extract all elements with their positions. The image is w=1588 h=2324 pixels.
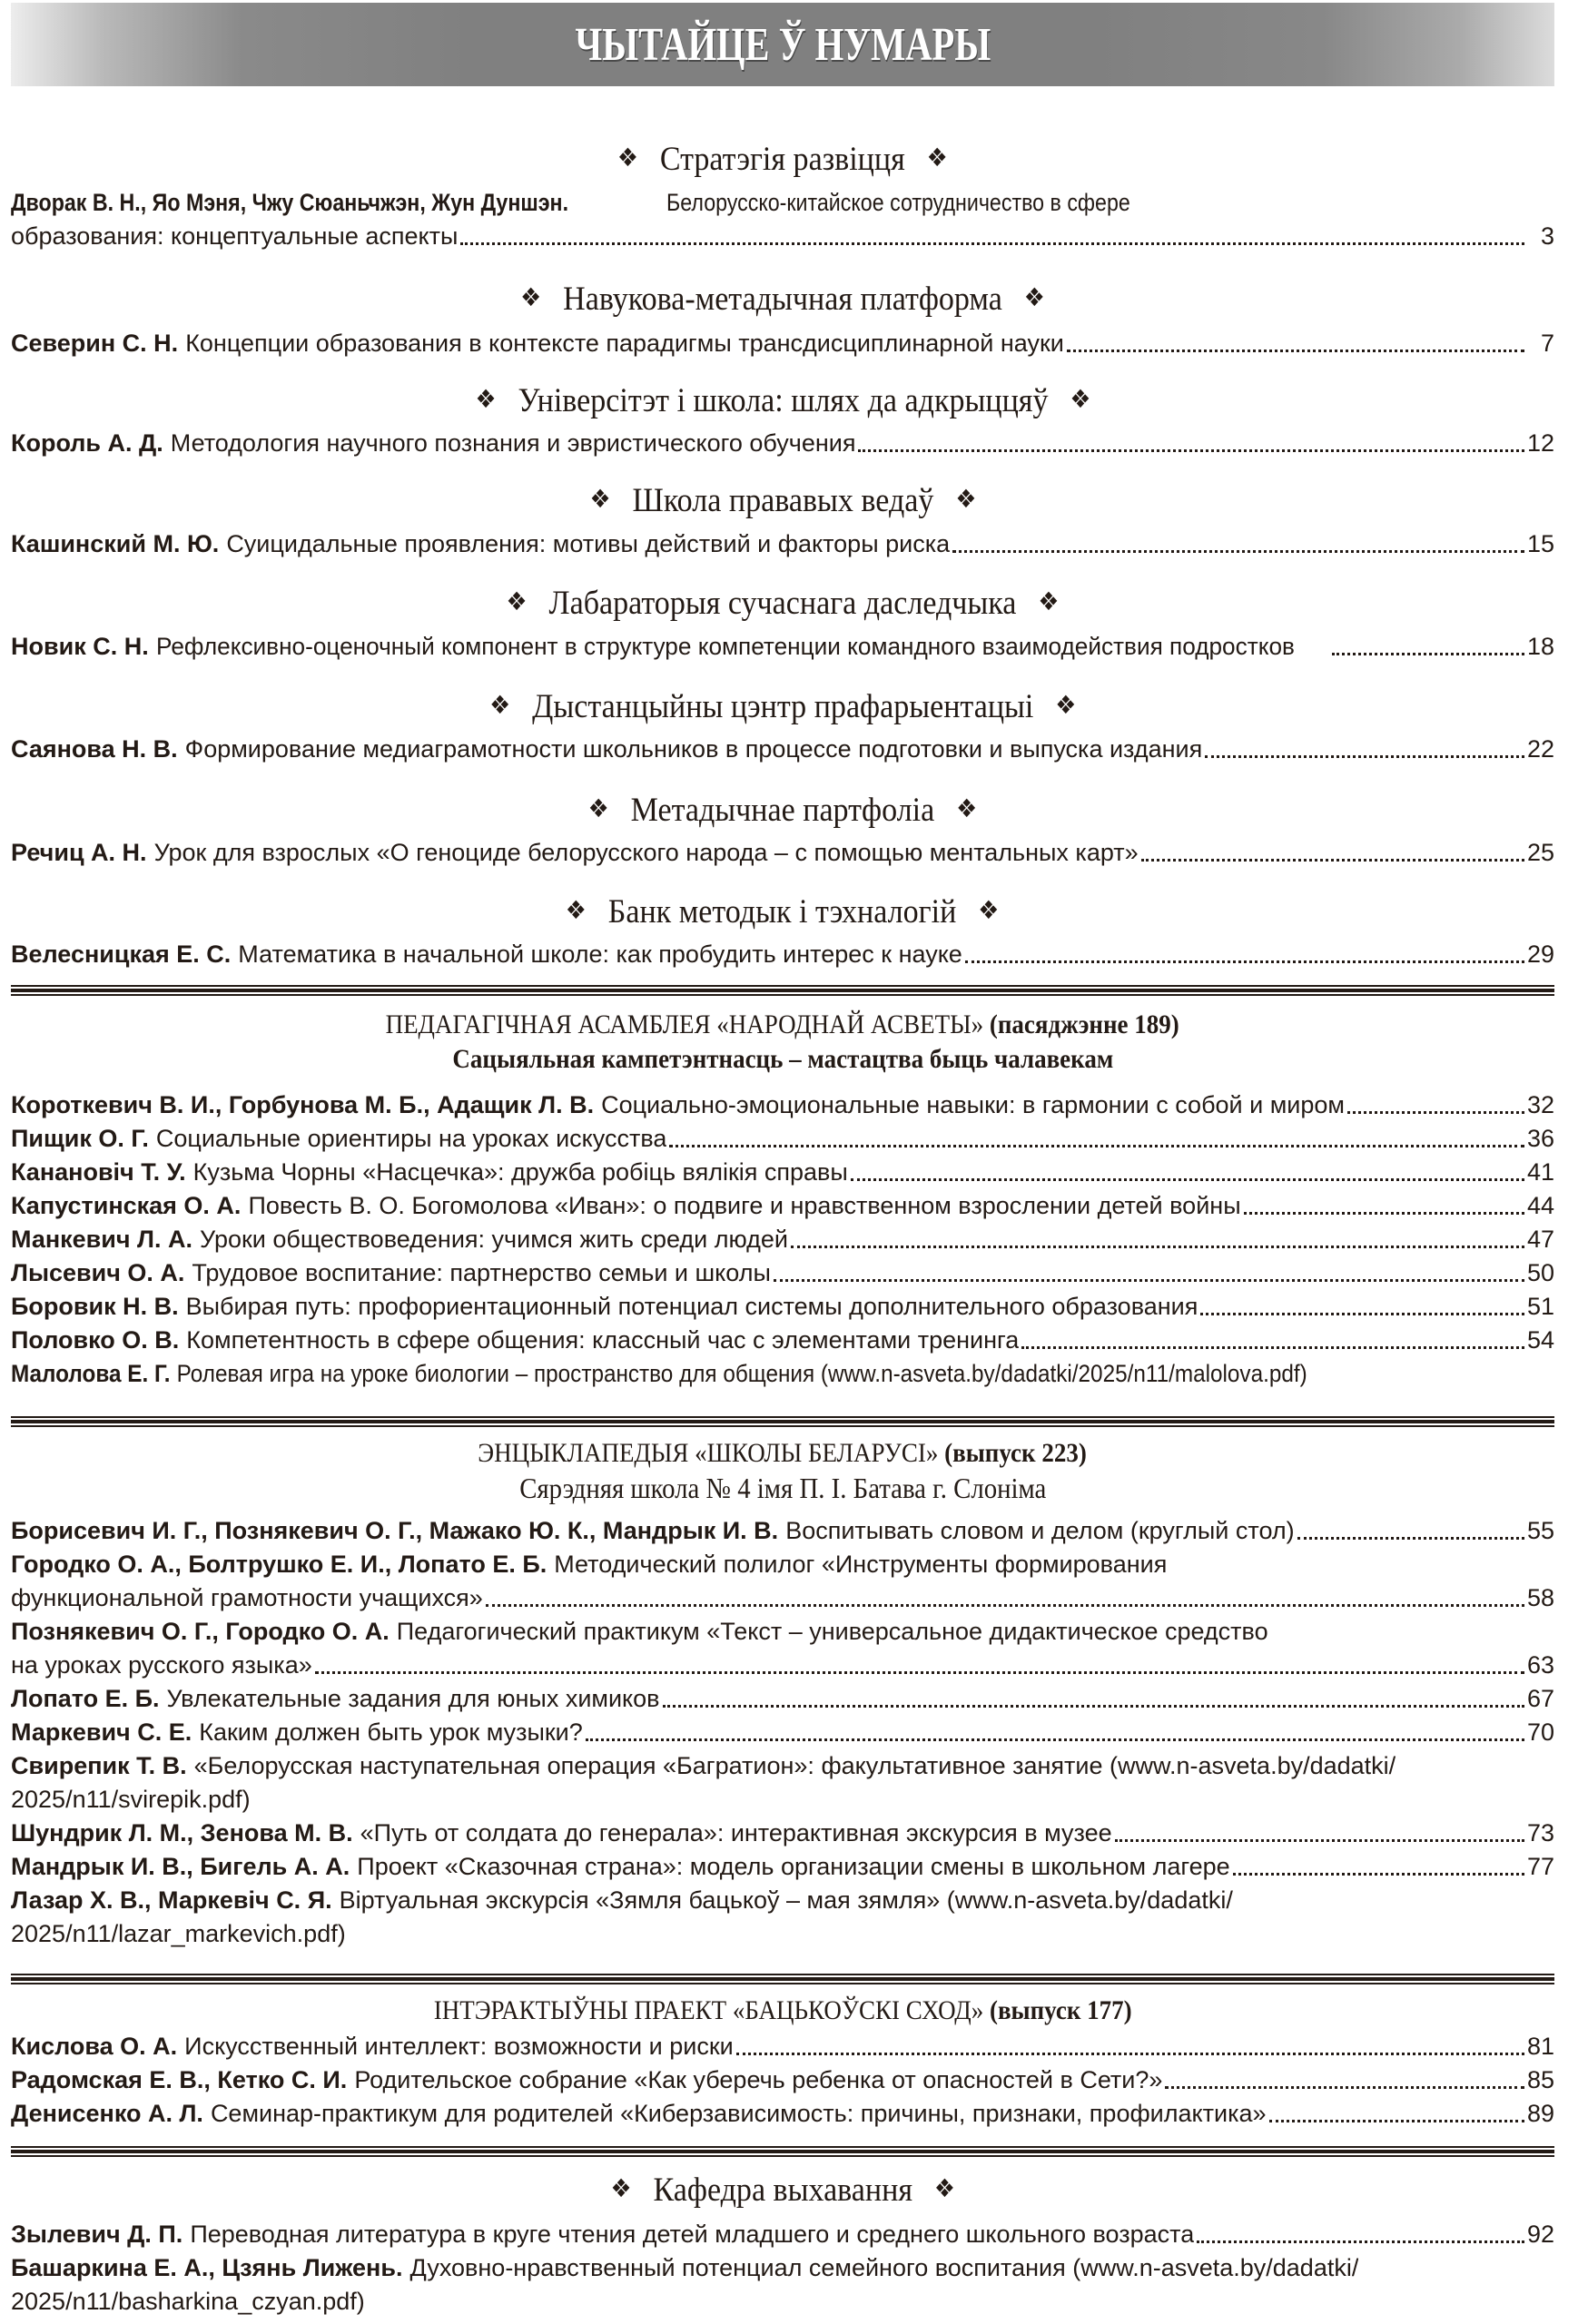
entry-title-link[interactable]: «Белорусская наступательная операция «Багратион»: факультативное занятие (www.n-asveta.by/dadatki/: [193, 1752, 1396, 1779]
entry-page: 50: [1526, 1259, 1554, 1286]
dot-leader: [1332, 653, 1524, 655]
entry-author: Кананoвіч Т. У.: [11, 1158, 186, 1186]
toc-entry[interactable]: [11, 1256, 1554, 1290]
entry-page: 15: [1526, 530, 1554, 557]
dot-leader: [1205, 755, 1524, 758]
entry-title: Родительское собрание «Как уберечь ребенка от опасностей в Сети?»: [354, 2066, 1163, 2093]
entry-title: Социально-эмоциональные навыки: в гармонии с собой и миром: [601, 1091, 1345, 1118]
toc-entry[interactable]: [11, 1088, 1554, 1122]
entry-page: 73: [1526, 1819, 1554, 1846]
entry-author: Дворак В. Н., Яо Мэня, Чжу Сюаньчжэн, Жун Дуншэн.: [11, 189, 569, 216]
ornament-icon: ❖: [488, 690, 510, 720]
entry-title: Педагогический практикум «Текст – универсальное дидактическое средство: [396, 1618, 1268, 1645]
dot-leader: [736, 2053, 1524, 2055]
section-issue: (выпуск 177): [989, 1995, 1132, 2025]
entry-title: Повесть В. О. Богомолова «Иван»: о подвиге и нравственном взрослении детей войны: [248, 1192, 1241, 1219]
entry-title: Искусственный интеллект: возможности и риски: [184, 2033, 734, 2060]
rubric-title: Метадычнае партфоліа: [630, 792, 935, 829]
dot-leader: [1067, 350, 1524, 352]
toc-entry-continued[interactable]: [11, 1917, 1554, 1951]
section-divider: [11, 1974, 1554, 1986]
entry-page: 55: [1526, 1517, 1554, 1544]
encyclopedia-entries: [11, 1514, 1554, 1951]
ornament-icon: ❖: [1069, 384, 1091, 414]
entry-title-link[interactable]: Ролевая игра на уроке биологии – пространство для общения (www.n-asveta.by/dadatki/2025/n11/malolova.pdf): [176, 1360, 1307, 1387]
entry-page: 29: [1526, 940, 1554, 968]
entry-title: Увлекательные задания для юных химиков: [166, 1685, 660, 1712]
rubric-title: Кафедра выхавання: [653, 2171, 912, 2209]
entry-page: 25: [1526, 839, 1554, 866]
entry-author: Маркевич С. Е.: [11, 1718, 192, 1746]
entry-author: Шундрик Л. М., Зенова М. В.: [11, 1819, 353, 1846]
section-subtitle: Сярэдняя школа № 4 імя П. І. Батава г. Слоніма: [518, 1472, 1047, 1504]
ornament-icon: ❖: [520, 282, 542, 312]
toc-entry[interactable]: [11, 1156, 1554, 1189]
entry-title: Выбирая путь: профориентационный потенциал системы дополнительного образования: [185, 1293, 1198, 1320]
rubric-heading: [11, 891, 1554, 932]
entry-title: Методология научного познания и эвристического обучения: [170, 429, 856, 457]
ornament-icon: ❖: [978, 895, 1000, 925]
entry-page: 12: [1526, 429, 1554, 457]
entry-page: 41: [1526, 1158, 1554, 1186]
encyclopedia-section-heading: [11, 1436, 1554, 1505]
entry-title-link[interactable]: Духовно-нравственный потенциал семейного воспитания (www.n-asveta.by/dadatki/: [409, 2254, 1359, 2281]
ornament-icon: ❖: [610, 2173, 632, 2203]
entry-title: Математика в начальной школе: как пробудить интерес к науке: [238, 940, 962, 968]
entry-title: Воспитывать словом и делом (круглый стол): [785, 1517, 1295, 1544]
toc-entry[interactable]: [11, 1223, 1554, 1256]
entry-author: Зылевич Д. П.: [11, 2221, 183, 2248]
entry-title: Суицидальные проявления: мотивы действий и факторы риска: [226, 530, 951, 557]
entry-title: Концепции образования в контексте парадигмы трансдисциплинарной науки: [185, 330, 1064, 357]
dot-leader: [1297, 1537, 1524, 1540]
ornament-icon: ❖: [617, 143, 639, 172]
toc-entry[interactable]: [11, 2030, 1554, 2063]
ornament-icon: ❖: [1023, 282, 1045, 312]
entry-page: 58: [1526, 1584, 1554, 1611]
ornament-icon: ❖: [933, 2173, 955, 2203]
entry-page: 85: [1526, 2066, 1554, 2093]
entry-title: Формирование медиаграмотности школьников в процессе подготовки и выпуска издания: [184, 735, 1203, 763]
dot-leader: [486, 1604, 1524, 1607]
toc-entry[interactable]: [11, 1817, 1554, 1850]
toc-entry[interactable]: [11, 1290, 1554, 1324]
banner-title: ЧЫТАЙЦЕ Ў НУМАРЫ: [575, 18, 991, 71]
toc-entry[interactable]: [11, 427, 1554, 460]
assembly-section-heading: [11, 1008, 1554, 1077]
section-issue: (пасяджэнне 189): [990, 1009, 1180, 1039]
entry-title: Социальные ориентиры на уроках искусства: [155, 1125, 667, 1152]
entry-author: Лазар Х. В., Маркевіч С. Я.: [11, 1886, 332, 1914]
ornament-icon: ❖: [587, 793, 609, 823]
dot-leader: [586, 1738, 1524, 1741]
interactive-entries: [11, 2030, 1554, 2131]
entry-page: 77: [1526, 1853, 1554, 1880]
section-issue: (выпуск 223): [944, 1438, 1088, 1468]
toc-entry[interactable]: [11, 2218, 1554, 2251]
rubric-heading: [11, 789, 1554, 831]
toc-entry[interactable]: [11, 1716, 1554, 1749]
entry-author: Свирепик Т. В.: [11, 1752, 187, 1779]
entry-title: «Путь от солдата до генерала»: интерактивная экскурсия в музее: [360, 1819, 1112, 1846]
dot-leader: [965, 960, 1524, 963]
interactive-section-heading: [11, 1994, 1554, 2028]
toc-entry-continued[interactable]: [11, 1649, 1554, 1682]
entry-page: 18: [1526, 633, 1554, 660]
section-divider: [11, 1416, 1554, 1429]
entry-page: 67: [1526, 1685, 1554, 1712]
entry-author: Кашинский М. Ю.: [11, 530, 220, 557]
toc-entry[interactable]: [11, 938, 1554, 971]
rubric-heading: [11, 379, 1554, 421]
entry-author: Мандрык И. В., Бигель А. А.: [11, 1853, 350, 1880]
rubric-title: Дыстанцыйны цэнтр прафарыентацыі: [531, 688, 1034, 725]
toc-entry-online[interactable]: [11, 2251, 1554, 2285]
rubric-heading: [11, 2169, 1554, 2211]
entry-page: 32: [1526, 1091, 1554, 1118]
entry-title: Урок для взрослых «О геноциде белорусского народа – с помощью ментальных карт»: [153, 839, 1139, 866]
rubric-title: Школа прававых ведаў: [632, 482, 933, 519]
entry-page: 54: [1526, 1326, 1554, 1354]
entry-author: Познякевич О. Г., Городко О. А.: [11, 1618, 390, 1645]
dot-leader: [774, 1279, 1524, 1282]
entry-author: Капустинская О. А.: [11, 1192, 242, 1219]
dot-leader: [851, 1178, 1524, 1181]
dot-leader: [1197, 2240, 1524, 2243]
entry-author: Башаркина Е. А., Цзянь Лижень.: [11, 2254, 403, 2281]
rubric-title: Лабараторыя сучаснага даследчыка: [548, 585, 1017, 622]
dot-leader: [460, 242, 1524, 245]
entry-author: Кислова О. А.: [11, 2033, 178, 2060]
dot-leader: [669, 1145, 1524, 1147]
toc-entry[interactable]: [11, 186, 1554, 253]
entry-author: Северин С. Н.: [11, 330, 179, 357]
entry-author: Речиц А. Н.: [11, 839, 147, 866]
contents-banner: [11, 3, 1554, 86]
entry-page: 47: [1526, 1226, 1554, 1253]
toc-entry-continued[interactable]: [11, 1783, 1554, 1817]
toc-entry[interactable]: [11, 327, 1554, 360]
entry-author: Велесницкая Е. С.: [11, 940, 232, 968]
toc-entry[interactable]: [11, 527, 1554, 561]
toc-entry-continued[interactable]: [11, 2285, 1554, 2319]
toc-entry[interactable]: [11, 836, 1554, 870]
toc-entry[interactable]: [11, 1514, 1554, 1548]
entry-link-continued[interactable]: 2025/n11/basharkina_czyan.pdf): [11, 2288, 365, 2315]
dot-leader: [952, 550, 1524, 553]
rubric-title: Банк методык і тэхналогій: [608, 893, 957, 931]
entry-author: Половко О. В.: [11, 1326, 180, 1354]
entry-author: Борисевич И. Г., Познякевич О. Г., Мажако Ю. К., Мандрык И. В.: [11, 1517, 779, 1544]
entry-author: Денисенко А. Л.: [11, 2100, 203, 2127]
entry-link-continued[interactable]: 2025/n11/svirepik.pdf): [11, 1786, 251, 1813]
entry-title-continued: функциональной грамотности учащихся»: [11, 1584, 483, 1611]
entry-page: 89: [1526, 2100, 1554, 2127]
entry-author: Лысевич О. А.: [11, 1259, 185, 1286]
section-divider: [11, 985, 1554, 998]
toc-entry[interactable]: [11, 1850, 1554, 1884]
dot-leader: [1141, 859, 1524, 862]
entry-author: Пищик О. Г.: [11, 1125, 149, 1152]
entry-title: Белорусско-китайское сотрудничество в сфере: [666, 189, 1130, 216]
toc-entry[interactable]: [11, 1548, 1554, 1581]
entry-page: 44: [1526, 1192, 1554, 1219]
entry-title: Рефлексивно-оценочный компонент в структуре компетенции командного взаимодействия подростков: [155, 633, 1295, 660]
toc-entry[interactable]: [11, 1615, 1554, 1649]
section-title: ЭНЦЫКЛАПЕДЫЯ «ШКОЛЫ БЕЛАРУСІ»: [478, 1438, 939, 1468]
rubric-title: Стратэгія развіцця: [660, 141, 905, 178]
entry-page: 70: [1526, 1718, 1554, 1746]
section-title: ІНТЭРАКТЫЎНЫ ПРАЕКТ «БАЦЬКОЎСКІ СХОД»: [433, 1995, 984, 2025]
rubric-heading: [11, 278, 1554, 320]
entry-page: 3: [1540, 222, 1554, 250]
toc-entry[interactable]: [11, 1189, 1554, 1223]
toc-entry[interactable]: [11, 733, 1554, 766]
toc-entry-online[interactable]: [11, 1749, 1554, 1783]
upbringing-entries: [11, 2218, 1554, 2319]
entry-title: Проект «Сказочная страна»: модель организации смены в школьном лагере: [357, 1853, 1230, 1880]
toc-entry-online[interactable]: [11, 1884, 1554, 1917]
entry-page: 51: [1526, 1293, 1554, 1320]
rubric-title: Універсітэт і школа: шлях да адкрыццяў: [518, 382, 1048, 419]
dot-leader: [1269, 2120, 1524, 2122]
entry-title-link[interactable]: Віртуальная экскурсія «Зямля бацькоў – мая зямля» (www.n-asveta.by/dadatki/: [339, 1886, 1233, 1914]
entry-author: Лопато Е. Б.: [11, 1685, 160, 1712]
dot-leader: [791, 1246, 1524, 1248]
entry-author: Городко О. А., Болтрушко Е. И., Лопато Е. Б.: [11, 1551, 547, 1578]
entry-title: Компетентность в сфере общения: классный час с элементами тренинга: [186, 1326, 1020, 1354]
toc-entry-continued[interactable]: [11, 1581, 1554, 1615]
dot-leader: [1244, 1212, 1524, 1215]
toc-entry[interactable]: [11, 2097, 1554, 2131]
entry-title: Переводная литература в круге чтения детей младшего и среднего школьного возраста: [190, 2221, 1195, 2248]
dot-leader: [1021, 1346, 1524, 1349]
dot-leader: [1347, 1111, 1524, 1114]
ornament-icon: ❖: [956, 793, 978, 823]
entry-author: Саянова Н. В.: [11, 735, 178, 763]
assembly-entries: [11, 1088, 1554, 1391]
section-title: ПЕДАГАГІЧНАЯ АСАМБЛЕЯ «НАРОДНАЙ АСВЕТЫ»: [385, 1009, 984, 1039]
dot-leader: [663, 1705, 1524, 1708]
dot-leader: [1115, 1839, 1524, 1842]
entry-title: Методический полилог «Инструменты формирования: [554, 1551, 1168, 1578]
dot-leader: [1233, 1873, 1524, 1876]
entry-title-continued: образования: концептуальные аспекты: [11, 222, 459, 250]
entry-page: 7: [1540, 330, 1554, 357]
rubric-heading: [11, 479, 1554, 521]
entry-page: 36: [1526, 1125, 1554, 1152]
rubric-heading: [11, 685, 1554, 727]
entry-page: 63: [1526, 1651, 1554, 1679]
entry-page: 81: [1526, 2033, 1554, 2060]
dot-leader: [858, 449, 1524, 452]
ornament-icon: ❖: [1055, 690, 1077, 720]
ornament-icon: ❖: [926, 143, 948, 172]
entry-author: Радомская Е. В., Кетко С. И.: [11, 2066, 348, 2093]
toc-entry[interactable]: [11, 1122, 1554, 1156]
dot-leader: [315, 1671, 1524, 1674]
entry-title: Семинар-практикум для родителей «Киберзависимость: причины, признаки, профилактика»: [210, 2100, 1267, 2127]
entry-author: Короткевич В. И., Горбунова М. Б., Адащик Л. В.: [11, 1091, 595, 1118]
dot-leader: [1200, 1313, 1524, 1315]
entry-author: Новик С. Н.: [11, 633, 149, 660]
entry-title-continued: на уроках русского языка»: [11, 1651, 312, 1679]
ornament-icon: ❖: [954, 484, 976, 514]
toc-entry-online[interactable]: [11, 1357, 1554, 1391]
ornament-icon: ❖: [566, 895, 587, 925]
ornament-icon: ❖: [506, 586, 528, 616]
toc-entry[interactable]: [11, 1324, 1554, 1357]
entry-title: Уроки обществоведения: учимся жить среди людей: [200, 1226, 788, 1253]
toc-entry[interactable]: [11, 2063, 1554, 2097]
entry-author: Король А. Д.: [11, 429, 163, 457]
rubric-heading: [11, 138, 1554, 180]
toc-entry[interactable]: [11, 1682, 1554, 1716]
entry-title: Каким должен быть урок музыки?: [199, 1718, 583, 1746]
toc-entry[interactable]: [11, 630, 1554, 664]
entry-link-continued[interactable]: 2025/n11/lazar_markevich.pdf): [11, 1920, 346, 1947]
ornament-icon: ❖: [1038, 586, 1060, 616]
entry-author: Манкевич Л. А.: [11, 1226, 192, 1253]
entry-page: 22: [1526, 735, 1554, 763]
section-divider: [11, 2146, 1554, 2159]
entry-title: Трудовое воспитание: партнерство семьи и школы: [192, 1259, 771, 1286]
rubric-heading: [11, 582, 1554, 624]
entry-author: Малолова Е. Г.: [11, 1360, 171, 1387]
entry-title: Кузьма Чорны «Насцечка»: дружба робіць вялікія справы: [192, 1158, 848, 1186]
entry-author: Боровик Н. В.: [11, 1293, 179, 1320]
rubric-title: Навукова-метадычная платформа: [563, 281, 1002, 318]
ornament-icon: ❖: [589, 484, 611, 514]
entry-page: 92: [1526, 2221, 1554, 2248]
dot-leader: [1165, 2086, 1524, 2089]
ornament-icon: ❖: [474, 384, 497, 414]
section-subtitle: Сацыяльная кампетэнтнасць – мастацтва быць чалавекам: [452, 1044, 1113, 1074]
